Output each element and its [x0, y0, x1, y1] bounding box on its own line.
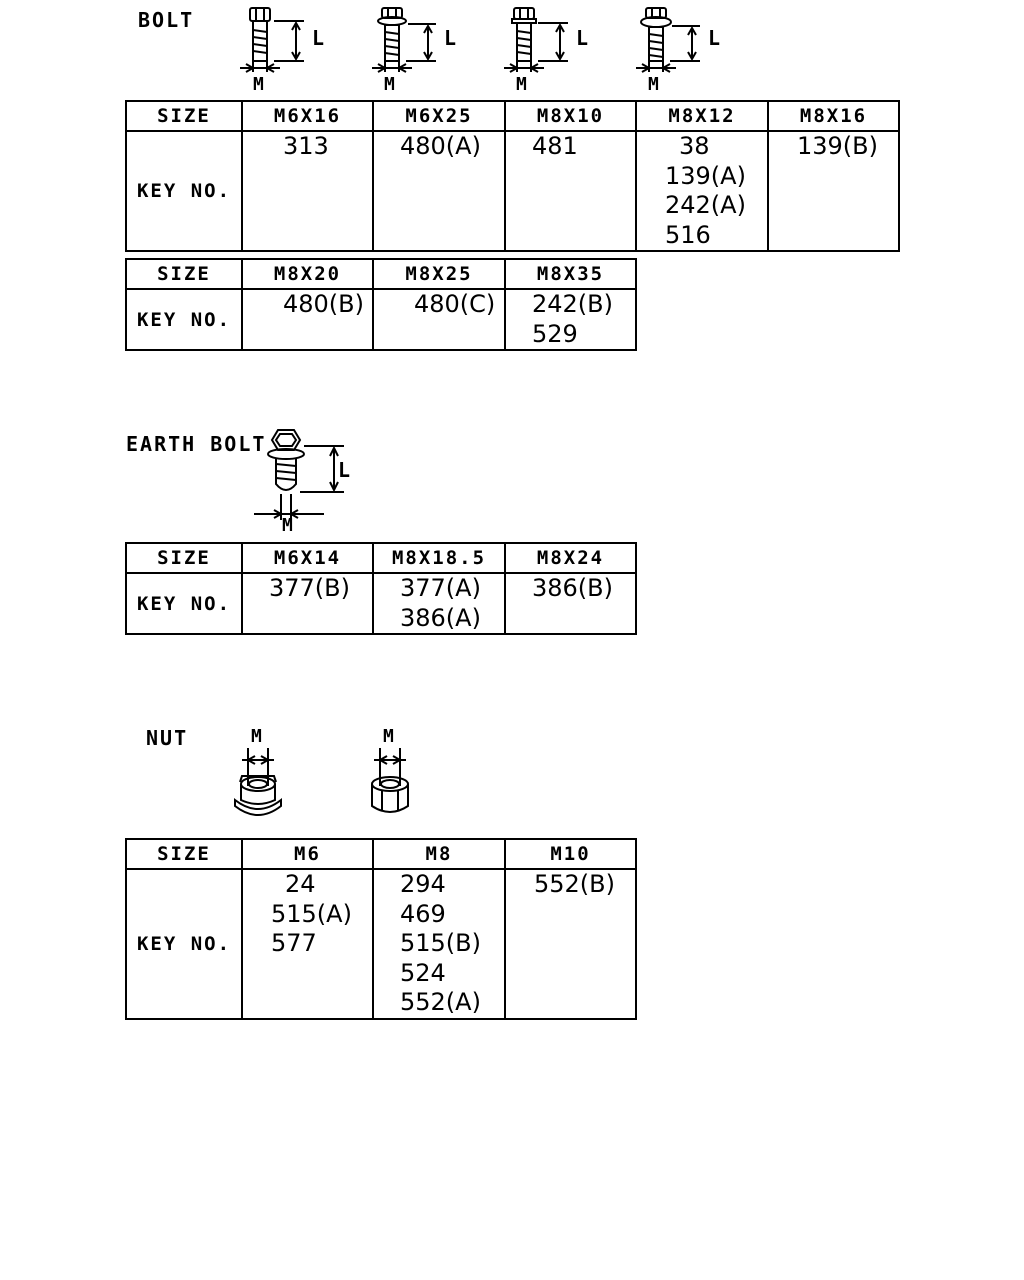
nut-table	[125, 838, 637, 1020]
size-cell: M8X12	[636, 101, 768, 131]
key-number: 377(A)	[400, 574, 481, 602]
earth-bolt-dim-l: L	[338, 458, 353, 482]
key-cell	[505, 869, 636, 1019]
size-cell: M8X25	[373, 259, 505, 289]
table-header-row	[126, 839, 636, 869]
key-cell	[242, 869, 373, 1019]
table-header-row	[126, 543, 636, 573]
key-cell	[505, 289, 636, 350]
key-number: 480(C)	[414, 290, 496, 318]
bolt-table-2	[125, 258, 637, 351]
bolt-dim-m: M	[384, 74, 397, 95]
key-number: 313	[283, 132, 329, 160]
size-header: SIZE	[126, 259, 242, 289]
key-cell	[505, 573, 636, 634]
table-row	[126, 869, 636, 1019]
bolt-dim-m: M	[648, 74, 661, 95]
size-cell: M8X18.5	[373, 543, 505, 573]
size-cell: M8	[373, 839, 505, 869]
key-number: 524	[400, 958, 446, 987]
key-number: 294	[400, 870, 446, 898]
key-no-label: KEY NO.	[126, 131, 242, 251]
key-number: 139(A)	[665, 161, 746, 190]
key-number: 24	[285, 870, 316, 898]
bolt-dim-l: L	[312, 26, 327, 50]
key-no-label: KEY NO.	[126, 573, 242, 634]
key-number: 377(B)	[269, 574, 350, 602]
key-number: 552(A)	[400, 988, 481, 1016]
key-no-label: KEY NO.	[126, 869, 242, 1019]
size-header: SIZE	[126, 839, 242, 869]
earth-bolt-label: EARTH BOLT	[126, 432, 267, 456]
key-number: 386(B)	[532, 574, 613, 602]
key-cell	[636, 131, 768, 251]
key-no-label: KEY NO.	[126, 289, 242, 350]
key-cell	[373, 573, 505, 634]
bolt-dim-l: L	[708, 26, 723, 50]
key-cell	[242, 289, 373, 350]
key-cell	[242, 573, 373, 634]
size-cell: M8X16	[768, 101, 899, 131]
key-number: 38	[679, 132, 710, 160]
bolt-table-1	[125, 100, 900, 252]
bolt-dim-m: M	[516, 74, 529, 95]
key-cell	[373, 869, 505, 1019]
key-cell	[242, 131, 373, 251]
key-number: 552(B)	[534, 870, 615, 898]
bolt-label: BOLT	[138, 8, 195, 32]
bolt-dim-l: L	[576, 26, 591, 50]
size-cell: M6X14	[242, 543, 373, 573]
key-number: 242(A)	[665, 191, 746, 219]
key-cell	[373, 289, 505, 350]
nut-dim-m: M	[251, 726, 264, 747]
key-number: 242(B)	[532, 290, 613, 318]
bolt-dim-m: M	[253, 74, 266, 95]
size-cell: M8X24	[505, 543, 636, 573]
key-number: 480(A)	[400, 132, 481, 160]
size-cell: M6X25	[373, 101, 505, 131]
key-cell	[768, 131, 899, 251]
key-number: 480(B)	[283, 290, 364, 318]
hex-nut-icon	[360, 748, 420, 820]
table-row	[126, 289, 636, 350]
table-row	[126, 573, 636, 634]
earth-bolt-dim-m: M	[282, 515, 295, 536]
key-number: 386(A)	[400, 603, 481, 632]
key-number: 515(B)	[400, 929, 481, 957]
size-cell: M10	[505, 839, 636, 869]
size-cell: M8X35	[505, 259, 636, 289]
key-number: 516	[665, 220, 711, 249]
size-cell: M8X10	[505, 101, 636, 131]
earth-bolt-table	[125, 542, 637, 635]
table-header-row	[126, 101, 899, 131]
key-number: 139(B)	[797, 132, 878, 160]
key-cell	[373, 131, 505, 251]
key-number: 529	[532, 319, 578, 348]
size-header: SIZE	[126, 101, 242, 131]
nut-label: NUT	[146, 726, 189, 750]
size-cell: M8X20	[242, 259, 373, 289]
key-number: 481	[532, 132, 578, 160]
table-header-row	[126, 259, 636, 289]
table-row	[126, 131, 899, 251]
nut-dim-m: M	[383, 726, 396, 747]
bolt-dim-l: L	[444, 26, 459, 50]
key-cell	[505, 131, 636, 251]
key-number: 577	[271, 929, 317, 957]
size-cell: M6X16	[242, 101, 373, 131]
flange-nut-icon	[228, 748, 288, 820]
size-header: SIZE	[126, 543, 242, 573]
key-number: 469	[400, 899, 446, 928]
size-cell: M6	[242, 839, 373, 869]
key-number: 515(A)	[271, 899, 352, 928]
